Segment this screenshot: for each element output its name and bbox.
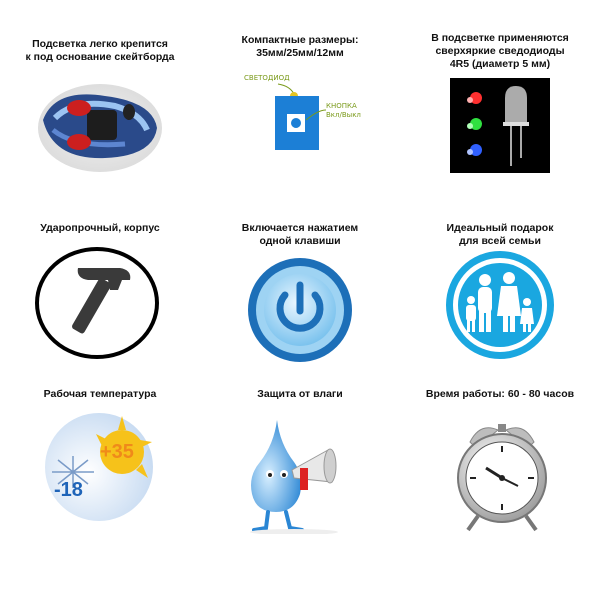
skateboard-wheel-light-icon — [35, 78, 165, 173]
alarm-clock-icon — [442, 416, 562, 536]
led-label: СВЕТОДИОД — [244, 74, 290, 82]
hot-temp-value: +35 — [100, 441, 134, 463]
rgb-led-icon — [450, 78, 550, 173]
feature-caption: Рабочая температура — [43, 388, 157, 400]
feature-caption: Компактные размеры: 35мм/25мм/12мм — [241, 34, 359, 59]
feature-caption: Защита от влаги — [257, 388, 343, 400]
feature-shockproof — [0, 200, 200, 400]
feature-runtime — [400, 388, 600, 600]
feature-mounting — [0, 0, 200, 200]
feature-caption: Включается нажатием одной клавиши — [241, 222, 359, 247]
feature-one-button — [200, 200, 400, 400]
feature-caption: Ударопрочный, корпус — [40, 222, 160, 234]
cold-temp-value: -18 — [54, 479, 83, 501]
water-drop-icon — [232, 414, 362, 534]
button-sublabel: Вкл/Выкл — [326, 111, 361, 119]
led-device-icon — [230, 68, 370, 163]
temperature-icon — [44, 412, 154, 522]
button-label: КНОПКА — [326, 102, 357, 110]
feature-caption: Подсветка легко крепится к под основание скейтборда — [25, 38, 175, 63]
feature-leds — [400, 0, 600, 200]
feature-compact-size — [200, 0, 400, 200]
hammer-icon — [34, 246, 160, 360]
feature-family-gift — [400, 200, 600, 400]
power-button-icon — [245, 255, 355, 365]
feature-caption: Идеальный подарок для всей семьи — [446, 222, 554, 247]
feature-temperature — [0, 388, 200, 600]
feature-caption: Время работы: 60 - 80 часов — [425, 388, 575, 400]
feature-caption: В подсветке применяются сверхяркие сведодиоды 4R5 (диаметр 5 мм) — [431, 32, 569, 70]
family-icon — [445, 250, 555, 360]
feature-moisture-protection — [200, 388, 400, 600]
